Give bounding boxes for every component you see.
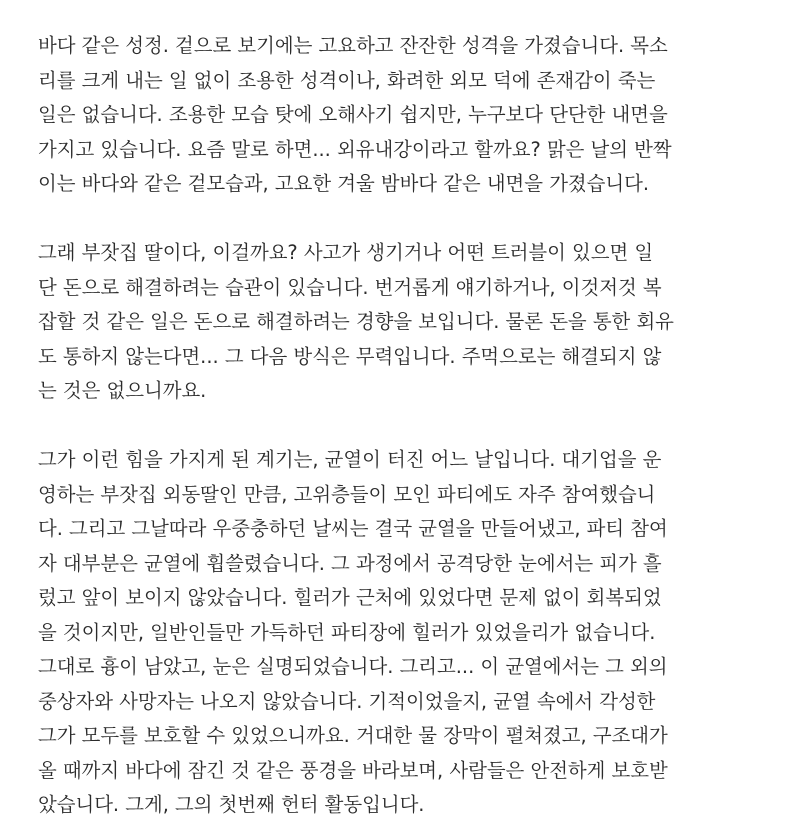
text-line: 도 통하지 않는다면... 그 다음 방식은 무력입니다. 주먹으로는 해결되지 않 bbox=[38, 344, 662, 368]
paragraph-gap bbox=[38, 202, 770, 237]
text-line: 았습니다. 그게, 그의 첫번째 헌터 활동입니다. bbox=[38, 793, 425, 816]
text-line: 그래 부잣집 딸이다, 이걸까요? 사고가 생기거나 어떤 트러블이 있으면 일 bbox=[38, 241, 654, 264]
text-line: 중상자와 사망자는 나오지 않았습니다. 기적이었을지, 균열 속에서 각성한 bbox=[38, 689, 656, 713]
text-line: 일은 없습니다. 조용한 모습 탓에 오해사기 쉽지만, 누구보다 단단한 내면을 bbox=[38, 103, 668, 126]
text-line: 이는 바다와 같은 겉모습과, 고요한 겨울 밤바다 같은 내면을 가졌습니다. bbox=[38, 172, 650, 195]
text-line: 잡할 것 같은 일은 돈으로 해결하려는 경향을 보입니다. 물론 돈을 통한 회유 bbox=[38, 310, 674, 333]
text-line: 가지고 있습니다. 요즘 말로 하면... 외유내강이라고 할까요? 맑은 날의 반짝 bbox=[38, 137, 672, 161]
text-line: 을 것이지만, 일반인들만 가득하던 파티장에 힐러가 있었을리가 없습니다. bbox=[38, 620, 656, 644]
text-line: 자 대부분은 균열에 휩쓸렸습니다. 그 과정에서 공격당한 눈에서는 피가 흘 bbox=[38, 551, 662, 575]
text-line: 그가 이런 힘을 가지게 된 계기는, 균열이 터진 어느 날입니다. 대기업을 운 bbox=[38, 448, 662, 471]
text-line: 는 것은 없으니까요. bbox=[38, 379, 207, 402]
text-line: 단 돈으로 해결하려는 습관이 있습니다. 번거롭게 얘기하거나, 이것저것 복 bbox=[38, 275, 662, 299]
text-line: 바다 같은 성정. 겉으로 보기에는 고요하고 잔잔한 성격을 가졌습니다. 목소 bbox=[38, 34, 668, 57]
text-line: 다. 그리고 그날따라 우중충하던 날씨는 결국 균열을 만들어냈고, 파티 참여 bbox=[38, 517, 668, 540]
text-line: 그가 모두를 보호할 수 있었으니까요. 거대한 물 장막이 펼쳐졌고, 구조대가 bbox=[38, 724, 668, 747]
text-line: 영하는 부잣집 외동딸인 만큼, 고위층들이 모인 파티에도 자주 참여했습니 bbox=[38, 482, 656, 506]
paragraph-personality bbox=[38, 29, 770, 202]
text-line: 그대로 흉이 남았고, 눈은 실명되었습니다. 그리고... 이 균열에서는 그 외의 bbox=[38, 655, 668, 678]
text-line: 리를 크게 내는 일 없이 조용한 성격이나, 화려한 외모 덕에 존재감이 죽는 bbox=[38, 68, 656, 92]
paragraph-gap bbox=[38, 409, 770, 444]
paragraph-backstory bbox=[38, 443, 770, 823]
text-line: 렀고 앞이 보이지 않았습니다. 힐러가 근처에 있었다면 문제 없이 회복되었 bbox=[38, 586, 662, 609]
paragraph-habit bbox=[38, 236, 770, 409]
text-line: 올 때까지 바다에 잠긴 것 같은 풍경을 바라보며, 사람들은 안전하게 보호받 bbox=[38, 758, 668, 782]
